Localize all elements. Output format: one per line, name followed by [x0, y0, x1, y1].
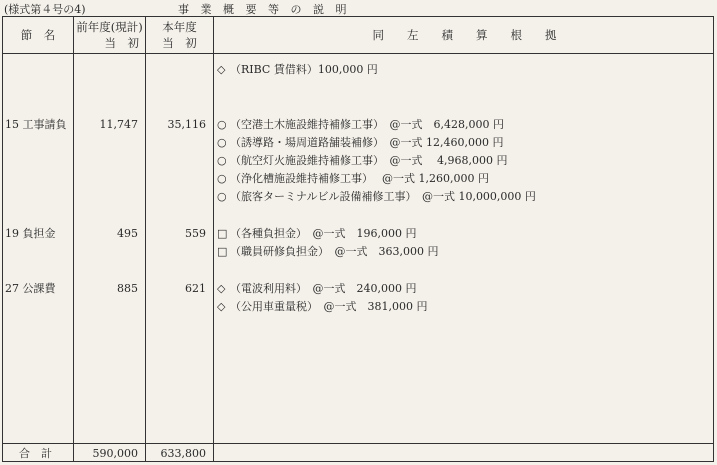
diamond-icon: ◇ — [217, 282, 226, 295]
header-curr-year-sub: 当 初 — [162, 36, 197, 50]
total-label: 合 計 — [19, 447, 52, 460]
prev-year-value: 885 — [117, 282, 138, 295]
basis-item-text: （旅客ターミナルビル設備補修工事） @一式 10,000,000 円 — [230, 190, 536, 203]
prev-year-value: 11,747 — [99, 118, 138, 131]
document-title: 事 業 概 要 等 の 説 明 — [178, 3, 351, 16]
diamond-icon: ◇ — [217, 63, 226, 76]
header-basis: 同 左 積 算 根 拠 — [372, 28, 557, 42]
basis-item-text: （各種負担金） @一式 196,000 円 — [230, 227, 417, 240]
column-divider — [213, 17, 214, 461]
total-curr-value: 633,800 — [160, 447, 206, 460]
circle-icon: ○ — [217, 190, 227, 203]
diamond-icon: ◇ — [217, 300, 226, 313]
circle-icon: ○ — [217, 172, 227, 185]
budget-table — [2, 16, 714, 462]
curr-year-value: 621 — [185, 282, 206, 295]
basis-item — [217, 63, 378, 77]
basis-item — [217, 190, 536, 204]
curr-year-value: 559 — [185, 227, 206, 240]
square-icon: □ — [217, 245, 228, 258]
section-name: 15 工事請負 — [5, 118, 67, 131]
basis-item-text: （浄化槽施設維持補修工事） @一式 1,260,000 円 — [230, 172, 489, 185]
basis-item-text: （航空灯火施設維持補修工事） @一式 4,968,000 円 — [230, 154, 508, 167]
basis-item — [217, 136, 503, 150]
header-section: 節 名 — [20, 28, 56, 42]
basis-item-text: （公用車重量税） @一式 381,000 円 — [230, 300, 428, 313]
header-prev-year-sub: 当 初 — [104, 36, 139, 50]
basis-item — [217, 118, 504, 132]
basis-item — [217, 282, 416, 296]
circle-icon: ○ — [217, 136, 227, 149]
basis-item-text: （空港土木施設維持補修工事） @一式 6,428,000 円 — [230, 118, 504, 131]
total-prev-value: 590,000 — [92, 447, 138, 460]
basis-item — [217, 227, 416, 241]
header-prev-year: 前年度(現計) — [76, 20, 143, 34]
form-number: (様式第４号の4) — [4, 3, 86, 16]
section-name: 27 公課費 — [5, 282, 56, 295]
circle-icon: ○ — [217, 118, 227, 131]
circle-icon: ○ — [217, 154, 227, 167]
basis-item-text: （職員研修負担金） @一式 363,000 円 — [230, 245, 439, 258]
basis-item-text: （RIBC 賃借料）100,000 円 — [230, 63, 378, 76]
total-divider — [3, 443, 713, 444]
basis-item — [217, 245, 438, 259]
basis-item — [217, 300, 427, 314]
curr-year-value: 35,116 — [167, 118, 206, 131]
prev-year-value: 495 — [117, 227, 138, 240]
basis-item — [217, 154, 507, 168]
basis-item — [217, 172, 489, 186]
header-curr-year: 本年度 — [162, 20, 197, 34]
square-icon: □ — [217, 227, 228, 240]
basis-item-text: （誘導路・場周道路舗装補修） @一式 12,460,000 円 — [230, 136, 504, 149]
section-name: 19 負担金 — [5, 227, 56, 240]
basis-item-text: （電波利用料） @一式 240,000 円 — [230, 282, 417, 295]
header-divider — [3, 53, 713, 54]
